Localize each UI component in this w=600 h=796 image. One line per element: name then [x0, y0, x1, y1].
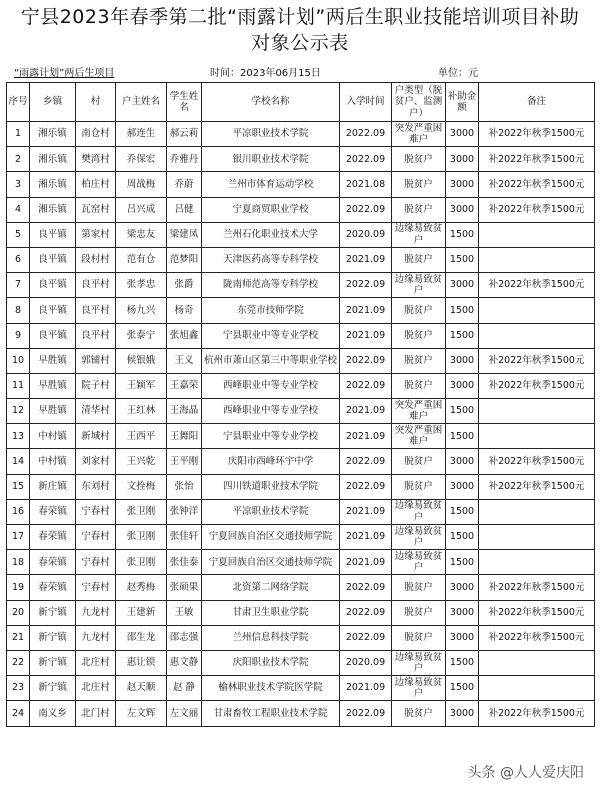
cell-enroll-date: 2021.09 — [340, 247, 392, 272]
cell-township: 春荣镇 — [30, 525, 76, 550]
cell-school: 宁县职业中等专业学校 — [202, 424, 340, 449]
cell-index: 8 — [7, 298, 30, 323]
cell-remark — [479, 550, 595, 575]
cell-remark — [479, 424, 595, 449]
cell-township: 中村镇 — [30, 424, 76, 449]
cell-index: 21 — [7, 625, 30, 650]
cell-householder: 候银娥 — [116, 348, 167, 373]
cell-village: 新城村 — [76, 424, 116, 449]
cell-householder: 邵生龙 — [116, 625, 167, 650]
cell-village: 北庄村 — [76, 676, 116, 701]
cell-remark: 补2022年秋季1500元 — [479, 147, 595, 172]
cell-enroll-date: 2022.09 — [340, 373, 392, 398]
cell-household-type: 脱贫户 — [392, 575, 446, 600]
cell-household-type: 脱贫户 — [392, 474, 446, 499]
cell-township: 春荣镇 — [30, 575, 76, 600]
cell-household-type: 脱贫户 — [392, 449, 446, 474]
cell-village: 宁春村 — [76, 499, 116, 524]
header-household-type: 户类型（脱贫户、监测户） — [392, 83, 446, 122]
cell-village: 良平村 — [76, 323, 116, 348]
cell-household-type: 脱贫户 — [392, 373, 446, 398]
cell-remark — [479, 298, 595, 323]
cell-index: 14 — [7, 449, 30, 474]
cell-amount: 3000 — [446, 273, 479, 298]
cell-index: 9 — [7, 323, 30, 348]
cell-householder: 梁忠友 — [116, 222, 167, 247]
cell-household-type: 边缘易致贫户 — [392, 273, 446, 298]
cell-amount: 1500 — [446, 298, 479, 323]
cell-amount: 3000 — [446, 147, 479, 172]
cell-household-type: 边缘易致贫户 — [392, 650, 446, 675]
cell-household-type: 边缘易致贫户 — [392, 676, 446, 701]
table-row — [7, 525, 595, 550]
table-row — [7, 701, 595, 726]
cell-enroll-date: 2022.09 — [340, 273, 392, 298]
cell-householder: 张卫刚 — [116, 499, 167, 524]
cell-householder: 杨九兴 — [116, 298, 167, 323]
cell-householder: 张孝忠 — [116, 273, 167, 298]
cell-student: 王海晶 — [167, 399, 202, 424]
cell-village: 南仓村 — [76, 122, 116, 147]
cell-school: 陇南师范高等专科学校 — [202, 273, 340, 298]
cell-householder: 赵天顺 — [116, 676, 167, 701]
header-amount: 补助金额 — [446, 83, 479, 122]
cell-student: 张佳泰 — [167, 550, 202, 575]
table-row — [7, 172, 595, 197]
project-label: “雨露计划”两后生项目 — [14, 68, 115, 79]
cell-amount: 3000 — [446, 172, 479, 197]
cell-household-type: 脱贫户 — [392, 348, 446, 373]
cell-householder: 张卫刚 — [116, 525, 167, 550]
cell-remark: 补2022年秋季1500元 — [479, 348, 595, 373]
cell-householder: 张卫刚 — [116, 550, 167, 575]
cell-householder: 王西平 — [116, 424, 167, 449]
header-township: 乡镇 — [30, 83, 76, 122]
cell-amount: 3000 — [446, 197, 479, 222]
cell-enroll-date: 2022.09 — [340, 625, 392, 650]
cell-student: 左文丽 — [167, 701, 202, 726]
cell-school: 四川铁道职业技术学院 — [202, 474, 340, 499]
cell-amount: 1500 — [446, 650, 479, 675]
table-row — [7, 323, 595, 348]
table-row — [7, 625, 595, 650]
cell-remark: 补2022年秋季1500元 — [479, 449, 595, 474]
cell-student: 赵 静 — [167, 676, 202, 701]
cell-index: 7 — [7, 273, 30, 298]
cell-township: 良平镇 — [30, 222, 76, 247]
cell-amount: 3000 — [446, 701, 479, 726]
cell-school: 西峰职业中等专业学校 — [202, 373, 340, 398]
cell-student: 张钟洋 — [167, 499, 202, 524]
cell-village: 瓦窑村 — [76, 197, 116, 222]
cell-household-type: 脱贫户 — [392, 247, 446, 272]
cell-student: 梁建凤 — [167, 222, 202, 247]
cell-village: 刘家村 — [76, 449, 116, 474]
header-enroll-date: 入学时间 — [340, 83, 392, 122]
title-line-2: 对象公示表 — [251, 32, 349, 54]
cell-household-type: 突发严重困难户 — [392, 424, 446, 449]
cell-student: 王平刚 — [167, 449, 202, 474]
table-row — [7, 575, 595, 600]
cell-enroll-date: 2021.09 — [340, 424, 392, 449]
document-title — [0, 4, 600, 56]
table-row — [7, 147, 595, 172]
cell-school: 庆阳职业技术学院 — [202, 650, 340, 675]
cell-student: 王义 — [167, 348, 202, 373]
cell-township: 春荣镇 — [30, 550, 76, 575]
cell-amount: 1500 — [446, 399, 479, 424]
cell-student: 王舞阳 — [167, 424, 202, 449]
cell-remark: 补2022年秋季1500元 — [479, 625, 595, 650]
cell-enroll-date: 2022.09 — [340, 348, 392, 373]
cell-village: 良平村 — [76, 298, 116, 323]
cell-remark: 补2022年秋季1500元 — [479, 701, 595, 726]
cell-index: 24 — [7, 701, 30, 726]
table-row — [7, 474, 595, 499]
cell-index: 19 — [7, 575, 30, 600]
cell-student: 郝云莉 — [167, 122, 202, 147]
cell-township: 良平镇 — [30, 323, 76, 348]
cell-index: 10 — [7, 348, 30, 373]
header-index: 序号 — [7, 83, 30, 122]
cell-township: 早胜镇 — [30, 348, 76, 373]
cell-enroll-date: 2022.09 — [340, 474, 392, 499]
cell-index: 11 — [7, 373, 30, 398]
cell-remark — [479, 222, 595, 247]
cell-enroll-date: 2021.09 — [340, 499, 392, 524]
cell-school: 宁县职业中等专业学校 — [202, 323, 340, 348]
beneficiary-table — [6, 82, 595, 727]
cell-amount: 3000 — [446, 474, 479, 499]
cell-enroll-date: 2021.09 — [340, 323, 392, 348]
unit-label: 单位：元 — [438, 68, 478, 79]
cell-remark — [479, 525, 595, 550]
cell-village: 北门村 — [76, 701, 116, 726]
cell-enroll-date: 2022.09 — [340, 122, 392, 147]
cell-household-type: 边缘易致贫户 — [392, 525, 446, 550]
table-row — [7, 298, 595, 323]
cell-village: 院子村 — [76, 373, 116, 398]
table-row — [7, 273, 595, 298]
cell-student: 王敏 — [167, 600, 202, 625]
cell-household-type: 脱贫户 — [392, 323, 446, 348]
table-row — [7, 348, 595, 373]
cell-householder: 吕兴成 — [116, 197, 167, 222]
cell-school: 兰州石化职业技术大学 — [202, 222, 340, 247]
cell-enroll-date: 2022.09 — [340, 449, 392, 474]
cell-amount: 1500 — [446, 222, 479, 247]
cell-village: 樊湾村 — [76, 147, 116, 172]
cell-enroll-date: 2022.09 — [340, 197, 392, 222]
table-row — [7, 550, 595, 575]
cell-household-type: 脱贫户 — [392, 701, 446, 726]
watermark: 头条 @人人爱庆阳 — [467, 765, 584, 781]
cell-remark: 补2022年秋季1500元 — [479, 197, 595, 222]
cell-township: 良平镇 — [30, 273, 76, 298]
cell-household-type: 脱贫户 — [392, 197, 446, 222]
cell-township: 早胜镇 — [30, 373, 76, 398]
header-student: 学生姓名 — [167, 83, 202, 122]
cell-township: 新宁镇 — [30, 600, 76, 625]
cell-student: 张旭鑫 — [167, 323, 202, 348]
cell-enroll-date: 2021.09 — [340, 525, 392, 550]
cell-amount: 3000 — [446, 122, 479, 147]
cell-village: 九龙村 — [76, 600, 116, 625]
cell-remark: 补2022年秋季1500元 — [479, 600, 595, 625]
cell-village: 清华村 — [76, 399, 116, 424]
cell-township: 良平镇 — [30, 247, 76, 272]
cell-householder: 赵秀梅 — [116, 575, 167, 600]
table-row — [7, 373, 595, 398]
cell-village: 郭铺村 — [76, 348, 116, 373]
table-row — [7, 222, 595, 247]
cell-index: 13 — [7, 424, 30, 449]
table-row — [7, 676, 595, 701]
cell-amount: 3000 — [446, 373, 479, 398]
cell-remark — [479, 676, 595, 701]
cell-school: 东莞市技师学院 — [202, 298, 340, 323]
cell-school: 北资第二网络学院 — [202, 575, 340, 600]
cell-village: 良平村 — [76, 273, 116, 298]
cell-student: 邵志强 — [167, 625, 202, 650]
cell-village: 第家村 — [76, 222, 116, 247]
cell-school: 榆林职业技术学院医学院 — [202, 676, 340, 701]
header-remark: 备注 — [479, 83, 595, 122]
cell-householder: 惠让锁 — [116, 650, 167, 675]
cell-household-type: 边缘易致贫户 — [392, 499, 446, 524]
cell-remark: 补2022年秋季1500元 — [479, 122, 595, 147]
cell-township: 湘乐镇 — [30, 197, 76, 222]
cell-student: 张爵 — [167, 273, 202, 298]
cell-amount: 1500 — [446, 676, 479, 701]
cell-index: 12 — [7, 399, 30, 424]
cell-village: 北庄村 — [76, 650, 116, 675]
cell-index: 4 — [7, 197, 30, 222]
cell-school: 平凉职业技术学院 — [202, 122, 340, 147]
cell-index: 6 — [7, 247, 30, 272]
cell-student: 惠文静 — [167, 650, 202, 675]
table-row — [7, 247, 595, 272]
cell-amount: 1500 — [446, 550, 479, 575]
cell-school: 宁夏商贸职业学校 — [202, 197, 340, 222]
cell-remark — [479, 323, 595, 348]
cell-householder: 王兴乾 — [116, 449, 167, 474]
cell-index: 20 — [7, 600, 30, 625]
cell-index: 18 — [7, 550, 30, 575]
cell-school: 甘肃卫生职业学院 — [202, 600, 340, 625]
cell-index: 3 — [7, 172, 30, 197]
cell-remark — [479, 399, 595, 424]
cell-enroll-date: 2020.09 — [340, 650, 392, 675]
cell-householder: 王红林 — [116, 399, 167, 424]
table-row — [7, 499, 595, 524]
cell-village: 段村村 — [76, 247, 116, 272]
cell-township: 南义乡 — [30, 701, 76, 726]
cell-township: 湘乐镇 — [30, 122, 76, 147]
cell-amount: 1500 — [446, 247, 479, 272]
cell-amount: 1500 — [446, 525, 479, 550]
table-row — [7, 449, 595, 474]
cell-amount: 3000 — [446, 600, 479, 625]
table-header-row — [7, 83, 595, 122]
cell-village: 柏庄村 — [76, 172, 116, 197]
cell-householder: 郝连生 — [116, 122, 167, 147]
cell-student: 张硕果 — [167, 575, 202, 600]
cell-remark — [479, 499, 595, 524]
cell-student: 杨奇 — [167, 298, 202, 323]
cell-enroll-date: 2022.09 — [340, 575, 392, 600]
cell-student: 王嘉荣 — [167, 373, 202, 398]
cell-township: 春荣镇 — [30, 499, 76, 524]
cell-township: 良平镇 — [30, 298, 76, 323]
time-label: 时间：2023年06月15日 — [210, 68, 321, 79]
cell-township: 新宁镇 — [30, 625, 76, 650]
cell-school: 天津医药高等专科学校 — [202, 247, 340, 272]
cell-household-type: 突发严重困难户 — [392, 122, 446, 147]
cell-school: 庆阳市西峰环宇中学 — [202, 449, 340, 474]
cell-household-type: 脱贫户 — [392, 172, 446, 197]
cell-amount: 3000 — [446, 625, 479, 650]
cell-school: 平凉职业技术学院 — [202, 499, 340, 524]
info-line — [6, 66, 594, 81]
cell-student: 张怡 — [167, 474, 202, 499]
table-body — [7, 122, 595, 727]
cell-student: 张佳轩 — [167, 525, 202, 550]
cell-index: 15 — [7, 474, 30, 499]
title-line-1: 宁县2023年春季第二批“雨露计划”两后生职业技能培训项目补助 — [20, 6, 580, 28]
cell-enroll-date: 2021.09 — [340, 399, 392, 424]
cell-school: 西峰职业中等专业学校 — [202, 399, 340, 424]
cell-remark — [479, 650, 595, 675]
cell-householder: 周战梅 — [116, 172, 167, 197]
cell-student: 乔蔚 — [167, 172, 202, 197]
cell-household-type: 脱贫户 — [392, 625, 446, 650]
cell-student: 范梦阳 — [167, 247, 202, 272]
cell-householder: 乔保宏 — [116, 147, 167, 172]
cell-index: 22 — [7, 650, 30, 675]
cell-township: 新庄镇 — [30, 474, 76, 499]
cell-household-type: 边缘易致贫户 — [392, 550, 446, 575]
cell-school: 宁夏回族自治区交通技师学院 — [202, 525, 340, 550]
cell-village: 宁春村 — [76, 525, 116, 550]
header-village: 村 — [76, 83, 116, 122]
cell-school: 银川职业技术学院 — [202, 147, 340, 172]
cell-enroll-date: 2021.09 — [340, 676, 392, 701]
cell-amount: 1500 — [446, 323, 479, 348]
cell-village: 宁春村 — [76, 575, 116, 600]
cell-township: 湘乐镇 — [30, 147, 76, 172]
cell-householder: 左文辉 — [116, 701, 167, 726]
cell-amount: 3000 — [446, 575, 479, 600]
cell-householder: 文拴梅 — [116, 474, 167, 499]
header-school: 学校名称 — [202, 83, 340, 122]
table-row — [7, 424, 595, 449]
cell-householder: 张泰宁 — [116, 323, 167, 348]
cell-householder: 王建新 — [116, 600, 167, 625]
cell-school: 宁夏回族自治区交通技师学院 — [202, 550, 340, 575]
cell-enroll-date: 2022.09 — [340, 701, 392, 726]
cell-index: 1 — [7, 122, 30, 147]
cell-remark: 补2022年秋季1500元 — [479, 172, 595, 197]
cell-amount: 3000 — [446, 449, 479, 474]
table-row — [7, 600, 595, 625]
header-householder: 户主姓名 — [116, 83, 167, 122]
table-row — [7, 399, 595, 424]
cell-township: 中村镇 — [30, 449, 76, 474]
cell-enroll-date: 2022.09 — [340, 600, 392, 625]
cell-amount: 1500 — [446, 424, 479, 449]
cell-school: 杭州市萧山区第三中等职业学校 — [202, 348, 340, 373]
cell-household-type: 脱贫户 — [392, 147, 446, 172]
cell-school: 兰州市体育运动学校 — [202, 172, 340, 197]
cell-student: 吕健 — [167, 197, 202, 222]
cell-enroll-date: 2022.09 — [340, 147, 392, 172]
cell-household-type: 脱贫户 — [392, 600, 446, 625]
cell-township: 新宁镇 — [30, 650, 76, 675]
cell-remark: 补2022年秋季1500元 — [479, 575, 595, 600]
cell-amount: 1500 — [446, 499, 479, 524]
cell-remark: 补2022年秋季1500元 — [479, 373, 595, 398]
cell-householder: 范有仓 — [116, 247, 167, 272]
table-row — [7, 197, 595, 222]
cell-index: 5 — [7, 222, 30, 247]
table-row — [7, 650, 595, 675]
cell-index: 17 — [7, 525, 30, 550]
table-row — [7, 122, 595, 147]
cell-township: 新宁镇 — [30, 676, 76, 701]
cell-school: 兰州信息科技学院 — [202, 625, 340, 650]
cell-remark: 补2022年秋季1500元 — [479, 273, 595, 298]
cell-remark: 补2022年秋季1500元 — [479, 474, 595, 499]
cell-index: 2 — [7, 147, 30, 172]
cell-township: 湘乐镇 — [30, 172, 76, 197]
cell-remark — [479, 247, 595, 272]
cell-householder: 王颖军 — [116, 373, 167, 398]
cell-township: 早胜镇 — [30, 399, 76, 424]
cell-enroll-date: 2021.09 — [340, 298, 392, 323]
cell-village: 宁春村 — [76, 550, 116, 575]
cell-enroll-date: 2021.08 — [340, 172, 392, 197]
cell-household-type: 脱贫户 — [392, 298, 446, 323]
cell-village: 九龙村 — [76, 625, 116, 650]
cell-school: 甘肃畜牧工程职业技术学院 — [202, 701, 340, 726]
cell-enroll-date: 2021.09 — [340, 550, 392, 575]
cell-amount: 3000 — [446, 348, 479, 373]
cell-household-type: 边缘易致贫户 — [392, 222, 446, 247]
cell-student: 乔雅丹 — [167, 147, 202, 172]
cell-enroll-date: 2020.09 — [340, 222, 392, 247]
cell-household-type: 突发严重困难户 — [392, 399, 446, 424]
cell-village: 东刘村 — [76, 474, 116, 499]
cell-index: 23 — [7, 676, 30, 701]
cell-index: 16 — [7, 499, 30, 524]
